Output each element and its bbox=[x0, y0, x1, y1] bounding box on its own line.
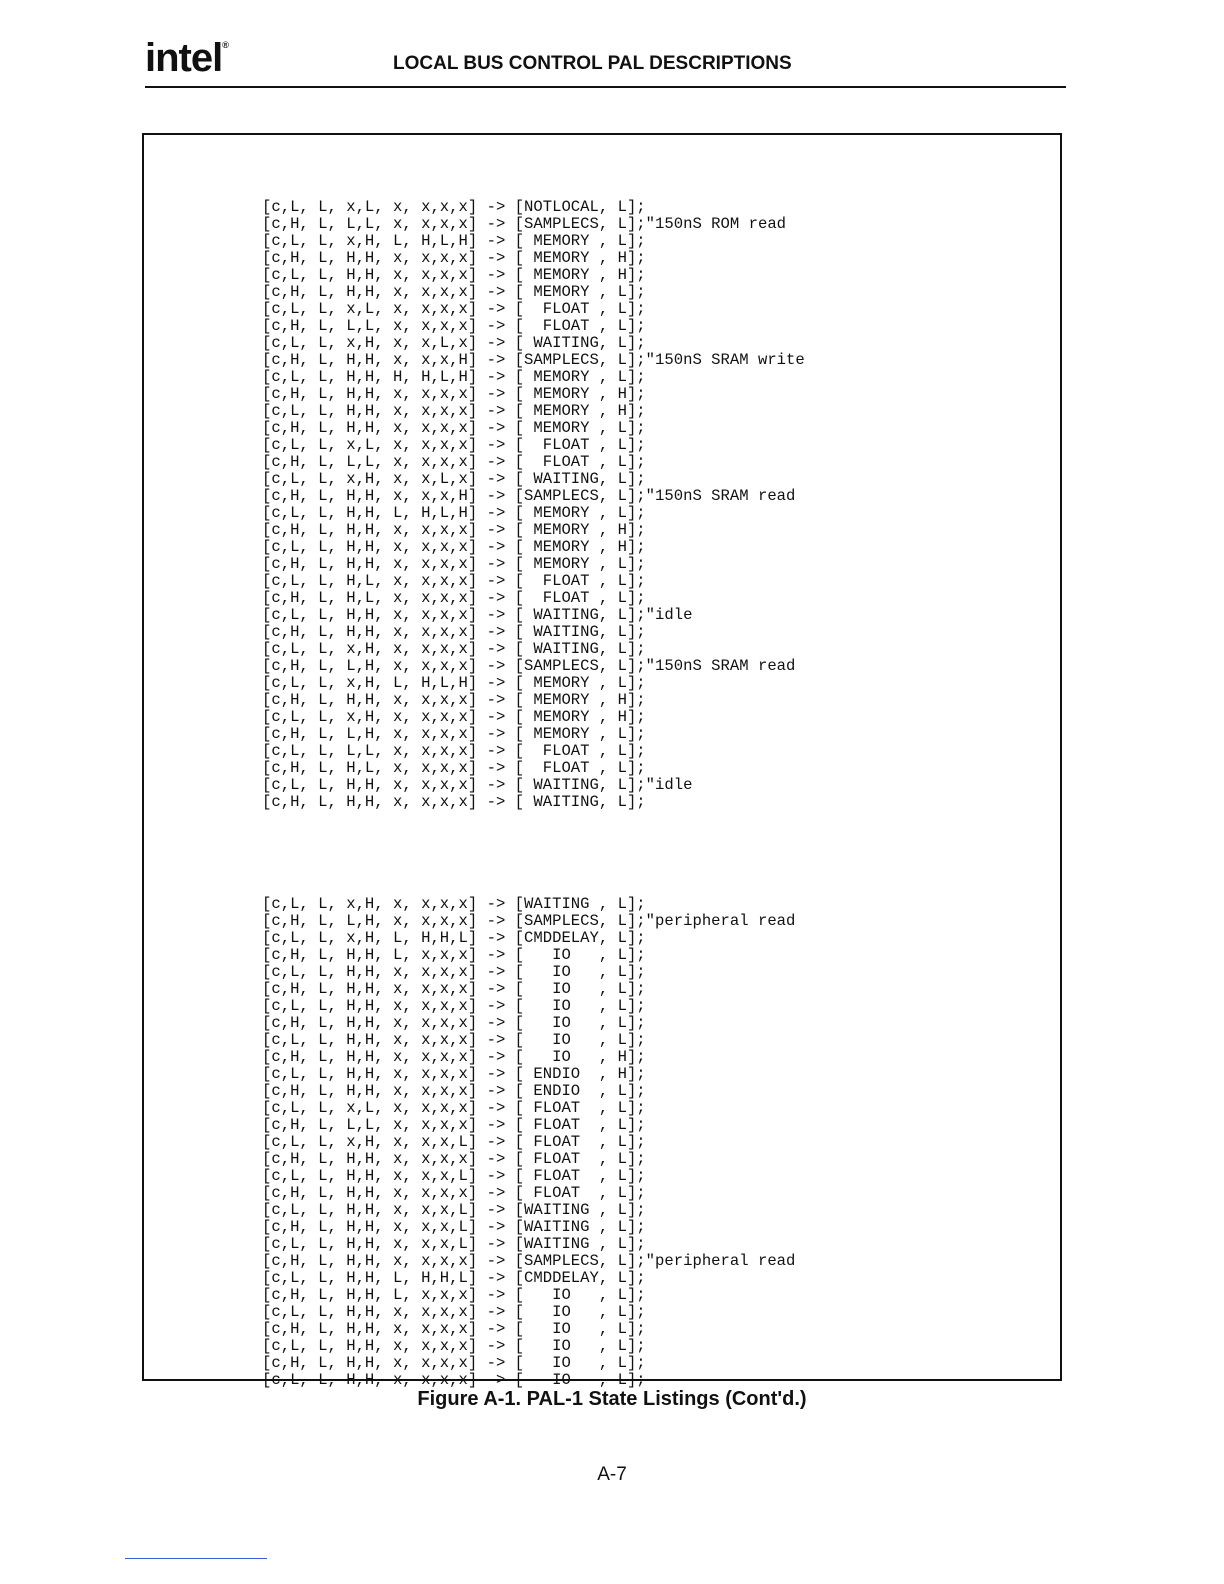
listing-line: [c,H, L, H,H, x, x,x,x] -> [ MEMORY , H]; bbox=[262, 385, 646, 403]
intel-logo bbox=[145, 36, 228, 81]
listing-line: [c,H, L, H,H, x, x,x,x] -> [ FLOAT , L]; bbox=[262, 1150, 646, 1168]
footer-rule bbox=[125, 1558, 267, 1559]
listing-line: [c,H, L, H,H, x, x,x,x] -> [ FLOAT , L]; bbox=[262, 1184, 646, 1202]
listing-line: [c,L, L, x,L, x, x,x,x] -> [ FLOAT , L]; bbox=[262, 436, 646, 454]
listing-block-1 bbox=[262, 199, 805, 811]
listing-line: [c,H, L, L,H, x, x,x,x] -> [ MEMORY , L]; bbox=[262, 725, 646, 743]
listing-line: [c,H, L, H,H, x, x,x,x] -> [ MEMORY , L]; bbox=[262, 555, 646, 573]
listing-line: [c,H, L, H,H, x, x,x,x] -> [ IO , H]; bbox=[262, 1048, 646, 1066]
listing-line: [c,H, L, L,H, x, x,x,x] -> [SAMPLECS, L];"peripheral read bbox=[262, 912, 796, 930]
listing-line: [c,L, L, x,H, L, H,H,L] -> [CMDDELAY, L]; bbox=[262, 929, 646, 947]
figure-caption: Figure A-1. PAL-1 State Listings (Cont'd.) bbox=[417, 1388, 807, 1410]
logo-text: intel bbox=[145, 36, 223, 80]
listing-line: [c,L, L, H,H, x, x,x,x] -> [ ENDIO , H]; bbox=[262, 1065, 646, 1083]
listing-line: [c,L, L, H,H, x, x,x,x] -> [ WAITING, L];"idle bbox=[262, 776, 693, 794]
listing-line: [c,L, L, H,H, x, x,x,L] -> [WAITING , L]; bbox=[262, 1201, 646, 1219]
block-spacer bbox=[262, 845, 805, 862]
listing-line: [c,L, L, x,H, L, H,L,H] -> [ MEMORY , L]; bbox=[262, 674, 646, 692]
listing-line: [c,H, L, H,H, x, x,x,x] -> [ IO , L]; bbox=[262, 980, 646, 998]
listing-line: [c,L, L, H,H, x, x,x,x] -> [ IO , L]; bbox=[262, 1031, 646, 1049]
listing-line: [c,H, L, H,L, x, x,x,x] -> [ FLOAT , L]; bbox=[262, 759, 646, 777]
listing-line: [c,H, L, H,H, x, x,x,L] -> [WAITING , L]; bbox=[262, 1218, 646, 1236]
listing-line: [c,L, L, H,H, x, x,x,x] -> [ IO , L]; bbox=[262, 1337, 646, 1355]
listing-line: [c,L, L, x,H, x, x,L,x] -> [ WAITING, L]; bbox=[262, 470, 646, 488]
listing-line: [c,L, L, x,H, x, x,x,x] -> [ MEMORY , H]; bbox=[262, 708, 646, 726]
listing-line: [c,H, L, H,H, L, x,x,x] -> [ IO , L]; bbox=[262, 1286, 646, 1304]
state-listing bbox=[262, 165, 805, 1423]
listing-line: [c,L, L, x,L, x, x,x,x] -> [NOTLOCAL, L]; bbox=[262, 198, 646, 216]
listing-line: [c,H, L, H,H, x, x,x,H] -> [SAMPLECS, L];"150nS SRAM write bbox=[262, 351, 805, 369]
listing-line: [c,L, L, L,L, x, x,x,x] -> [ FLOAT , L]; bbox=[262, 742, 646, 760]
listing-line: [c,H, L, H,H, x, x,x,x] -> [SAMPLECS, L];"peripheral read bbox=[262, 1252, 796, 1270]
listing-block-2 bbox=[262, 896, 805, 1389]
listing-line: [c,H, L, H,H, x, x,x,x] -> [ MEMORY , H]; bbox=[262, 521, 646, 539]
state-listing-frame bbox=[142, 133, 1062, 1389]
listing-line: [c,L, L, H,H, L, H,L,H] -> [ MEMORY , L]; bbox=[262, 504, 646, 522]
listing-line: [c,L, L, H,H, x, x,x,x] -> [ MEMORY , H]; bbox=[262, 538, 646, 556]
listing-line: [c,L, L, x,H, x, x,L,x] -> [ WAITING, L]; bbox=[262, 334, 646, 352]
listing-line: [c,H, L, L,L, x, x,x,x] -> [ FLOAT , L]; bbox=[262, 453, 646, 471]
listing-line: [c,H, L, L,H, x, x,x,x] -> [SAMPLECS, L];"150nS SRAM read bbox=[262, 657, 796, 675]
listing-line: [c,H, L, H,H, x, x,x,x] -> [ WAITING, L]; bbox=[262, 623, 646, 641]
listing-line: [c,H, L, H,H, x, x,x,x] -> [ IO , L]; bbox=[262, 1014, 646, 1032]
listing-line: [c,H, L, H,H, x, x,x,x] -> [ IO , L]; bbox=[262, 1320, 646, 1338]
listing-line: [c,L, L, H,H, x, x,x,x] -> [ IO , L]; bbox=[262, 1371, 646, 1389]
listing-line: [c,L, L, x,L, x, x,x,x] -> [ FLOAT , L]; bbox=[262, 1099, 646, 1117]
header-divider bbox=[145, 86, 1066, 88]
listing-line: [c,H, L, H,H, x, x,x,H] -> [SAMPLECS, L];"150nS SRAM read bbox=[262, 487, 796, 505]
page-number: A-7 bbox=[597, 1464, 627, 1485]
page-header-title: LOCAL BUS CONTROL PAL DESCRIPTIONS bbox=[393, 53, 792, 74]
listing-line: [c,L, L, H,L, x, x,x,x] -> [ FLOAT , L]; bbox=[262, 572, 646, 590]
listing-line: [c,H, L, H,H, x, x,x,x] -> [ IO , L]; bbox=[262, 1354, 646, 1372]
listing-line: [c,H, L, H,H, x, x,x,x] -> [ WAITING, L]; bbox=[262, 793, 646, 811]
listing-line: [c,L, L, H,H, x, x,x,x] -> [ MEMORY , H]; bbox=[262, 266, 646, 284]
listing-line: [c,L, L, x,H, x, x,x,L] -> [ FLOAT , L]; bbox=[262, 1133, 646, 1151]
listing-line: [c,L, L, H,H, x, x,x,L] -> [WAITING , L]; bbox=[262, 1235, 646, 1253]
listing-line: [c,H, L, L,L, x, x,x,x] -> [ FLOAT , L]; bbox=[262, 317, 646, 335]
listing-line: [c,H, L, H,H, L, x,x,x] -> [ IO , L]; bbox=[262, 946, 646, 964]
listing-line: [c,H, L, H,L, x, x,x,x] -> [ FLOAT , L]; bbox=[262, 589, 646, 607]
listing-line: [c,L, L, H,H, x, x,x,x] -> [ MEMORY , H]; bbox=[262, 402, 646, 420]
listing-line: [c,L, L, H,H, x, x,x,x] -> [ WAITING, L];"idle bbox=[262, 606, 693, 624]
listing-line: [c,H, L, H,H, x, x,x,x] -> [ MEMORY , H]; bbox=[262, 249, 646, 267]
listing-line: [c,L, L, H,H, x, x,x,x] -> [ IO , L]; bbox=[262, 963, 646, 981]
listing-line: [c,L, L, H,H, x, x,x,x] -> [ IO , L]; bbox=[262, 997, 646, 1015]
listing-line: [c,L, L, x,H, x, x,x,x] -> [ WAITING, L]; bbox=[262, 640, 646, 658]
listing-line: [c,L, L, H,H, H, H,L,H] -> [ MEMORY , L]; bbox=[262, 368, 646, 386]
listing-line: [c,H, L, H,H, x, x,x,x] -> [ MEMORY , L]; bbox=[262, 283, 646, 301]
listing-line: [c,L, L, x,H, L, H,L,H] -> [ MEMORY , L]; bbox=[262, 232, 646, 250]
listing-line: [c,H, L, H,H, x, x,x,x] -> [ MEMORY , L]; bbox=[262, 419, 646, 437]
listing-line: [c,H, L, H,H, x, x,x,x] -> [ MEMORY , H]; bbox=[262, 691, 646, 709]
listing-line: [c,H, L, H,H, x, x,x,x] -> [ ENDIO , L]; bbox=[262, 1082, 646, 1100]
listing-line: [c,L, L, x,L, x, x,x,x] -> [ FLOAT , L]; bbox=[262, 300, 646, 318]
listing-line: [c,H, L, L,L, x, x,x,x] -> [ FLOAT , L]; bbox=[262, 1116, 646, 1134]
listing-line: [c,L, L, H,H, x, x,x,x] -> [ IO , L]; bbox=[262, 1303, 646, 1321]
listing-line: [c,L, L, x,H, x, x,x,x] -> [WAITING , L]; bbox=[262, 895, 646, 913]
logo-registered-mark: ® bbox=[222, 40, 228, 50]
listing-line: [c,L, L, H,H, L, H,H,L] -> [CMDDELAY, L]; bbox=[262, 1269, 646, 1287]
listing-line: [c,H, L, L,L, x, x,x,x] -> [SAMPLECS, L];"150nS ROM read bbox=[262, 215, 787, 233]
listing-line: [c,L, L, H,H, x, x,x,L] -> [ FLOAT , L]; bbox=[262, 1167, 646, 1185]
